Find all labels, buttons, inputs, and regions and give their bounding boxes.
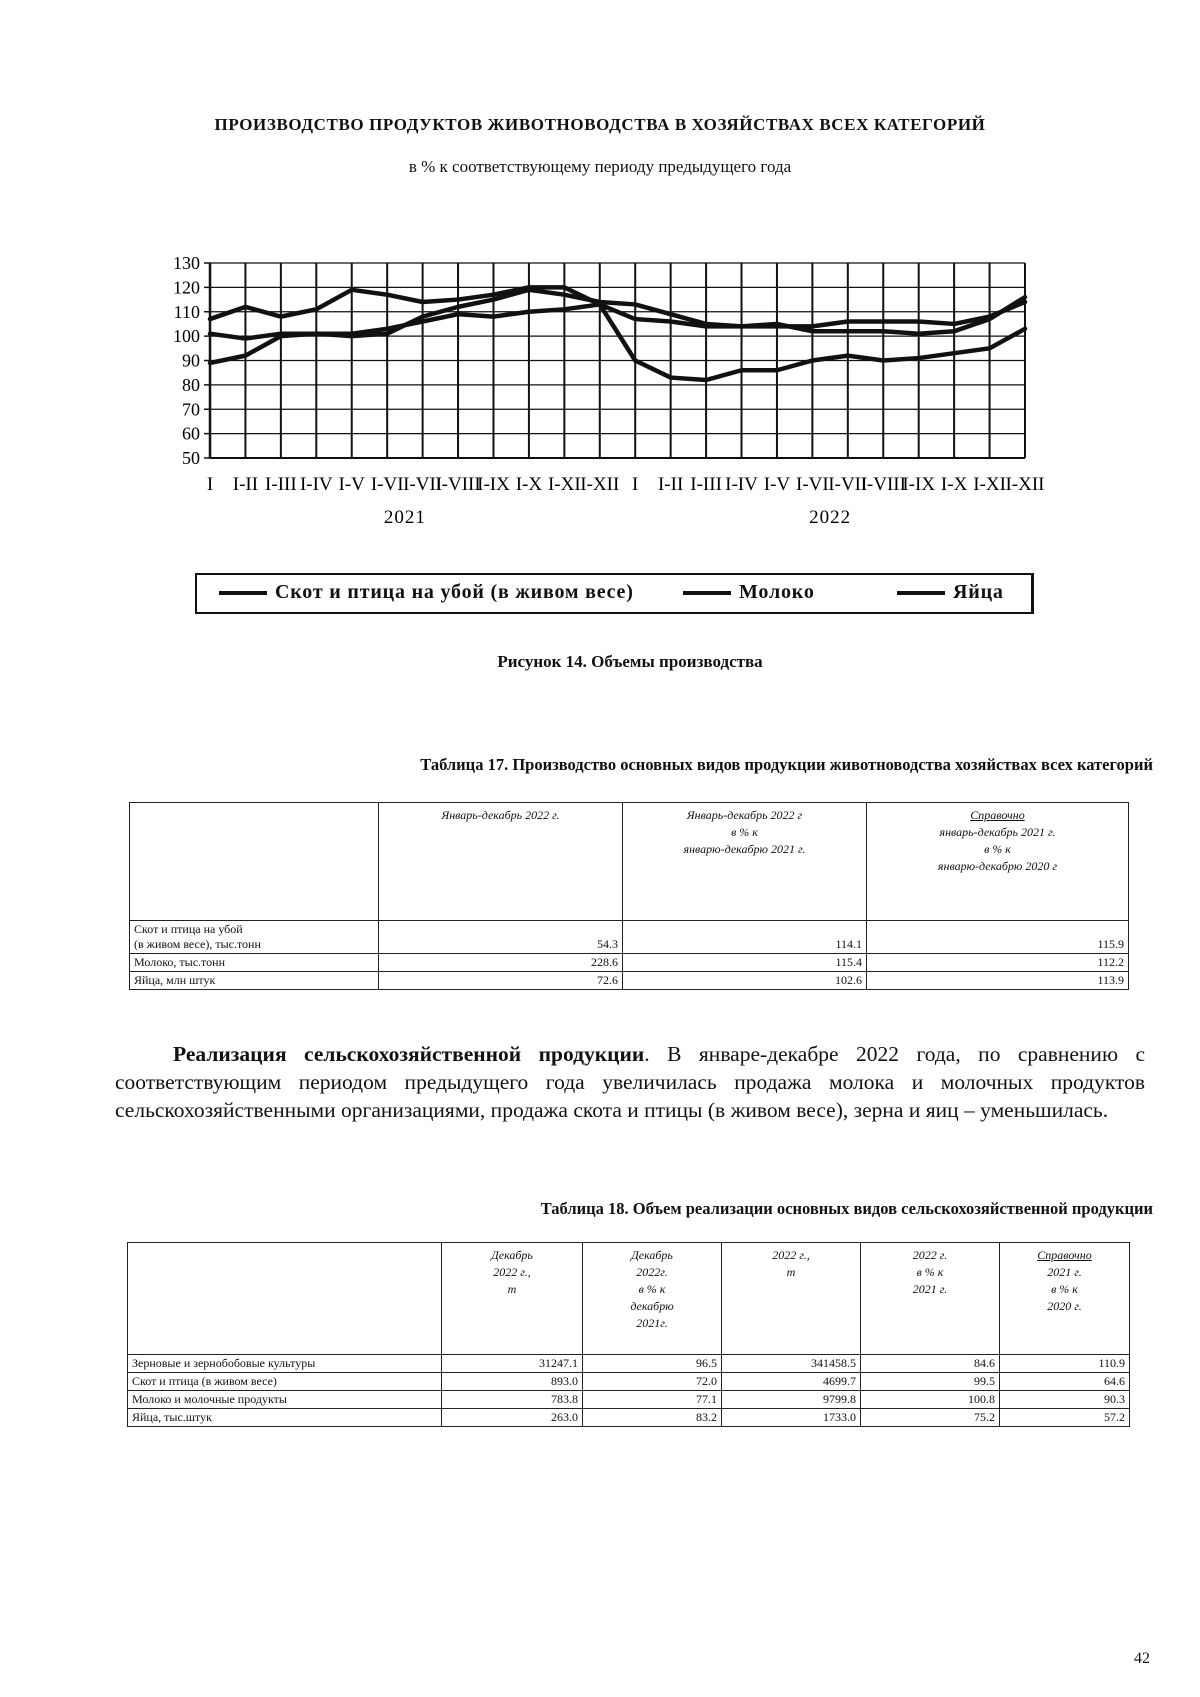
y-tick-label: 100 <box>173 326 200 347</box>
table17-header-col2-l3: январю-декабрю 2021 г. <box>683 842 806 856</box>
x-tick-label: I-III <box>690 474 722 495</box>
table17-row-label: Молоко, тыс.тонн <box>130 954 379 972</box>
chart-title: ПРОИЗВОДСТВО ПРОДУКТОВ ЖИВОТНОВОДСТВА В ХОЗЯЙСТВАХ ВСЕХ КАТЕГОРИЙ <box>214 115 986 134</box>
hdr-line: 2022 г., <box>493 1265 531 1279</box>
hdr-line: 2022 г. <box>912 1248 948 1262</box>
legend-item-eggs <box>897 581 1004 604</box>
table-cell: 113.9 <box>867 972 1129 990</box>
table-cell: 83.2 <box>583 1409 722 1427</box>
table-cell: 96.5 <box>583 1355 722 1373</box>
table17-header-col3-l1: Справочно <box>970 808 1025 822</box>
chart-subtitle: в % к соответствующему периоду предыдущего года <box>408 157 792 176</box>
x-tick-label: I-XII <box>1005 474 1045 495</box>
table17-header-col2 <box>623 803 867 921</box>
y-tick-label: 80 <box>182 374 200 395</box>
table18-row-label: Молоко и молочные продукты <box>128 1391 442 1409</box>
x-tick-label: I-VIII <box>435 474 481 495</box>
table-cell: 4699.7 <box>722 1373 861 1391</box>
chart-legend <box>195 573 1034 614</box>
table-cell: 1733.0 <box>722 1409 861 1427</box>
table17-header-row <box>130 803 1129 921</box>
x-tick-label: I-III <box>265 474 297 495</box>
y-tick-label: 130 <box>173 253 200 273</box>
legend-line-livestock <box>219 591 267 595</box>
table18-header-col1 <box>442 1243 583 1355</box>
table-cell: 100.8 <box>861 1391 1000 1409</box>
x-tick-label: I-X <box>515 474 543 495</box>
table-cell: 110.9 <box>1000 1355 1130 1373</box>
sales-paragraph <box>115 1040 1145 1124</box>
table18-row-label: Яйца, тыс.штук <box>128 1409 442 1427</box>
x-tick-label: I-VII <box>828 474 868 495</box>
table-cell: 84.6 <box>861 1355 1000 1373</box>
y-tick-label: 120 <box>173 277 200 298</box>
table-cell: 9799.8 <box>722 1391 861 1409</box>
table-cell: 57.2 <box>1000 1409 1130 1427</box>
hdr-line: декабрю <box>630 1299 674 1313</box>
table18-header-col4 <box>861 1243 1000 1355</box>
hdr-line: т <box>786 1265 796 1279</box>
hdr-line: 2021 г. <box>912 1282 948 1296</box>
table17-header-col1 <box>379 803 623 921</box>
hdr-line: т <box>507 1282 517 1296</box>
x-tick-label: I-II <box>232 474 259 495</box>
table-cell: 228.6 <box>379 954 623 972</box>
table-cell: 263.0 <box>442 1409 583 1427</box>
table17-row-label <box>130 921 379 954</box>
table-row <box>130 921 1129 954</box>
table-cell: 75.2 <box>861 1409 1000 1427</box>
table-cell: 115.4 <box>623 954 867 972</box>
table18-header-row <box>128 1243 1130 1355</box>
table-cell: 114.1 <box>623 921 867 954</box>
table17-row-label-l1: Скот и птица на убой <box>134 922 243 936</box>
x-tick-label: I-IV <box>725 474 758 495</box>
y-tick-label: 110 <box>173 301 200 322</box>
table17-header-col3-l4: январю-декабрю 2020 г <box>937 859 1058 873</box>
x-tick-label: I-VI <box>796 474 829 495</box>
table-cell: 115.9 <box>867 921 1129 954</box>
table-row <box>128 1355 1130 1373</box>
hdr-line: 2022 г., <box>772 1248 810 1262</box>
hdr-line: 2022г. <box>636 1265 668 1279</box>
y-tick-label: 50 <box>182 448 200 468</box>
paragraph-lead: Реализация сельскохозяйственной продукции <box>173 1042 645 1066</box>
table-cell: 31247.1 <box>442 1355 583 1373</box>
production-line-chart <box>0 0 1200 560</box>
x-tick-label: I-VI <box>370 474 404 495</box>
y-tick-label: 60 <box>182 423 200 444</box>
x-tick-label: I-VIII <box>860 474 906 495</box>
x-tick-label: I <box>206 474 214 495</box>
table-cell: 54.3 <box>379 921 623 954</box>
table18-caption: Таблица 18. Объем реализации основных видов сельскохозяйственной продукции <box>540 1199 1153 1218</box>
table18-row-label: Зерновые и зернобобовые культуры <box>128 1355 442 1373</box>
legend-line-milk <box>683 591 731 595</box>
paragraph-text: . В январе-декабре 2022 года, по сравнению с соответствующим периодом предыдущего года увеличилась продажа молока и молочных продуктов сельскохозяйственными организациями, продажа скота и птицы (в живом весе), зерна и яиц – уменьшилась. <box>115 1042 1145 1122</box>
legend-label-milk: Молоко <box>739 581 815 603</box>
table17-row-label-l2: (в живом весе), тыс.тонн <box>134 937 261 951</box>
y-tick-label: 90 <box>182 350 200 371</box>
hdr-line: 2021 г. <box>1047 1265 1082 1279</box>
x-tick-label: I-II <box>657 474 684 495</box>
x-tick-label: I-XI <box>973 474 1006 495</box>
table17-header-col3 <box>867 803 1129 921</box>
table17-header-empty <box>130 803 379 921</box>
table17-row-label: Яйца, млн штук <box>130 972 379 990</box>
table-cell: 64.6 <box>1000 1373 1130 1391</box>
table18-header-empty <box>128 1243 442 1355</box>
x-tick-label: I-V <box>763 474 791 495</box>
legend-item-livestock <box>219 581 634 604</box>
legend-label-eggs: Яйца <box>953 581 1004 603</box>
year-label: 2022 <box>809 507 852 528</box>
x-tick-label: I-V <box>338 474 365 495</box>
table-cell: 102.6 <box>623 972 867 990</box>
table18-header-col3 <box>722 1243 861 1355</box>
table17-header-col1-text: Январь-декабрь 2022 г. <box>441 808 560 822</box>
table17-caption: Таблица 17. Производство основных видов продукции животноводства хозяйствах всех категорий <box>420 755 1153 774</box>
page-number: 42 <box>1134 1650 1150 1667</box>
x-tick-label: I-X <box>940 474 968 495</box>
table17 <box>129 802 1129 990</box>
hdr-line: 2021г. <box>636 1316 668 1330</box>
legend-line-eggs <box>897 591 945 595</box>
table-row <box>128 1409 1130 1427</box>
figure-caption: Рисунок 14. Объемы производства <box>497 652 763 671</box>
x-tick-label: I <box>632 474 639 495</box>
hdr-line: 2020 г. <box>1047 1299 1082 1313</box>
table-cell: 99.5 <box>861 1373 1000 1391</box>
table17-header-col2-l2: в % к <box>731 825 758 839</box>
table18-header-col5 <box>1000 1243 1130 1355</box>
table17-header-col2-l1: Январь-декабрь 2022 г <box>686 808 803 822</box>
table-cell: 783.8 <box>442 1391 583 1409</box>
x-tick-label: I-IX <box>477 474 510 495</box>
table-cell: 72.6 <box>379 972 623 990</box>
table17-header-col3-l3: в % к <box>984 842 1011 856</box>
legend-label-livestock: Скот и птица на убой (в живом весе) <box>275 581 634 603</box>
legend-item-milk <box>683 581 815 604</box>
table-cell: 77.1 <box>583 1391 722 1409</box>
table-cell: 341458.5 <box>722 1355 861 1373</box>
hdr-line: Декабрь <box>631 1248 673 1262</box>
table-cell: 72.0 <box>583 1373 722 1391</box>
table-row <box>128 1373 1130 1391</box>
hdr-line: в % к <box>638 1282 666 1296</box>
hdr-line: в % к <box>1051 1282 1078 1296</box>
year-label: 2021 <box>383 507 426 528</box>
table18 <box>127 1242 1130 1427</box>
x-tick-label: I-IX <box>902 474 936 495</box>
table-row <box>130 972 1129 990</box>
table-cell: 893.0 <box>442 1373 583 1391</box>
x-tick-label: I-XI <box>547 474 581 495</box>
hdr-line: Декабрь <box>491 1248 533 1262</box>
hdr-line: в % к <box>916 1265 944 1279</box>
y-tick-label: 70 <box>182 399 200 420</box>
table18-header-col2 <box>583 1243 722 1355</box>
table-cell: 112.2 <box>867 954 1129 972</box>
table17-header-col3-l2: январь-декабрь 2021 г. <box>939 825 1056 839</box>
hdr-line: Справочно <box>1037 1248 1092 1262</box>
table-row <box>130 954 1129 972</box>
table-cell: 90.3 <box>1000 1391 1130 1409</box>
table-row <box>128 1391 1130 1409</box>
table18-row-label: Скот и птица (в живом весе) <box>128 1373 442 1391</box>
x-tick-label: I-VII <box>403 474 443 495</box>
x-tick-label: I-XII <box>580 474 620 495</box>
x-tick-label: I-IV <box>299 474 333 495</box>
